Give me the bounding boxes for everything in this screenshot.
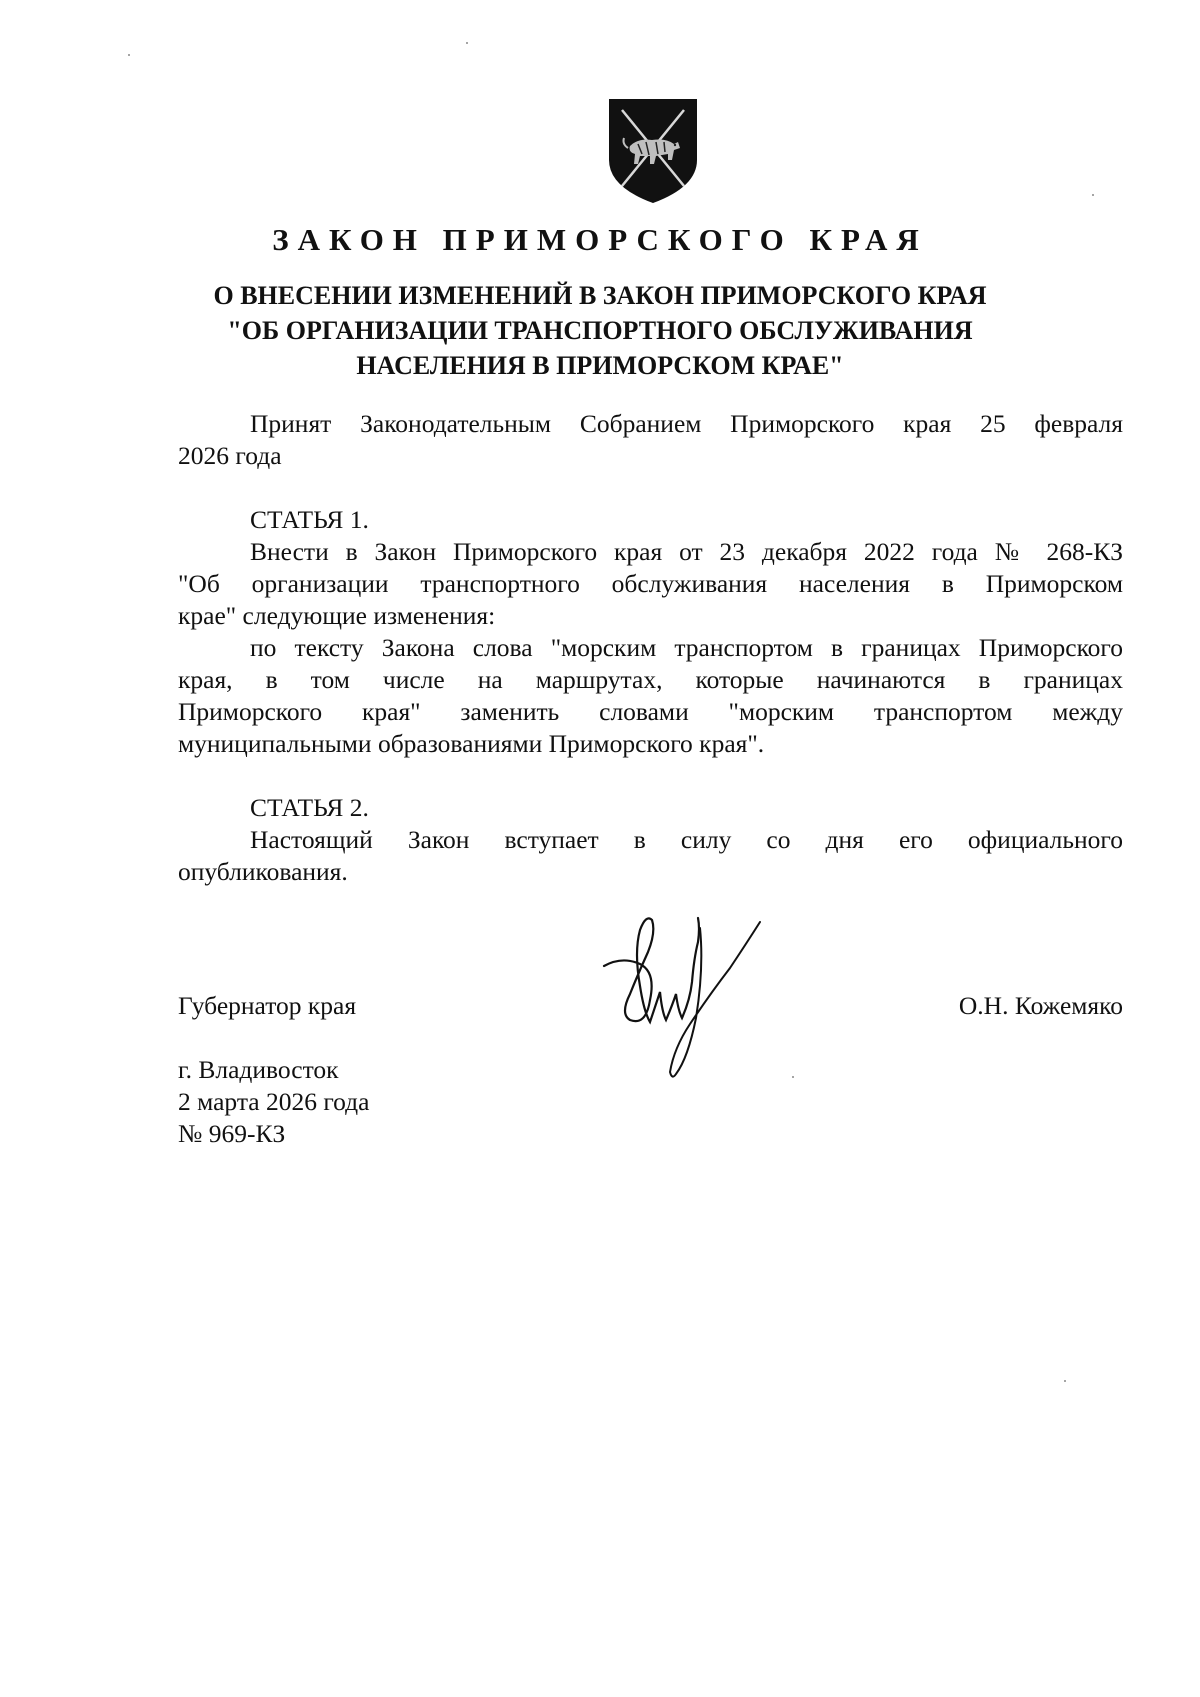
handwritten-signature-icon <box>600 908 770 1083</box>
article-heading: СТАТЬЯ 1. <box>250 505 369 534</box>
article-text-line: по тексту Закона слова "морским транспортом в границах Приморского <box>250 633 1123 662</box>
adoption-line: Принят Законодательным Собранием Приморского края 25 февраля <box>250 409 1123 438</box>
article-text-line: Приморского края" заменить словами "морским транспортом между <box>178 697 1123 726</box>
signatory-position: Губернатор края <box>178 991 357 1020</box>
article-text-line: крае" следующие изменения: <box>178 601 496 630</box>
subtitle-line: "ОБ ОРГАНИЗАЦИИ ТРАНСПОРТНОГО ОБСЛУЖИВАНИЯ <box>227 316 973 345</box>
adoption-line: 2026 года <box>178 441 282 470</box>
article-text-line: "Об организации транспортного обслуживания населения в Приморском <box>178 569 1123 598</box>
city: г. Владивосток <box>178 1055 339 1084</box>
law-number: № 969-КЗ <box>178 1119 286 1148</box>
signing-date: 2 марта 2026 года <box>178 1087 370 1116</box>
article-text-line: муниципальными образованиями Приморского края". <box>178 729 765 758</box>
article-text-line: Внести в Закон Приморского края от 23 декабря 2022 года № 268-КЗ <box>250 537 1123 566</box>
document-footer <box>178 1054 369 1150</box>
article-text-line: опубликования. <box>178 857 348 886</box>
subtitle-line: НАСЕЛЕНИЯ В ПРИМОРСКОМ КРАЕ" <box>356 351 844 380</box>
signatory-name: О.Н. Кожемяко <box>958 991 1123 1020</box>
scan-speck <box>466 42 468 44</box>
subtitle-line: О ВНЕСЕНИИ ИЗМЕНЕНИЙ В ЗАКОН ПРИМОРСКОГО КРАЯ <box>213 281 987 310</box>
document-title: ЗАКОН ПРИМОРСКОГО КРАЯ <box>272 222 928 257</box>
scan-speck <box>792 1076 794 1078</box>
article-2 <box>178 792 1123 888</box>
scan-speck <box>1092 194 1094 196</box>
scan-speck <box>128 54 130 56</box>
document-subtitle <box>0 278 1200 383</box>
scan-speck <box>1064 1380 1066 1382</box>
coat-of-arms-icon <box>608 98 698 206</box>
article-text-line: края, в том числе на маршрутах, которые начинаются в границах <box>178 665 1123 694</box>
adoption-statement <box>178 408 1123 472</box>
article-text-line: Настоящий Закон вступает в силу со дня его официального <box>250 825 1123 854</box>
article-heading: СТАТЬЯ 2. <box>250 793 369 822</box>
article-1 <box>178 504 1123 760</box>
